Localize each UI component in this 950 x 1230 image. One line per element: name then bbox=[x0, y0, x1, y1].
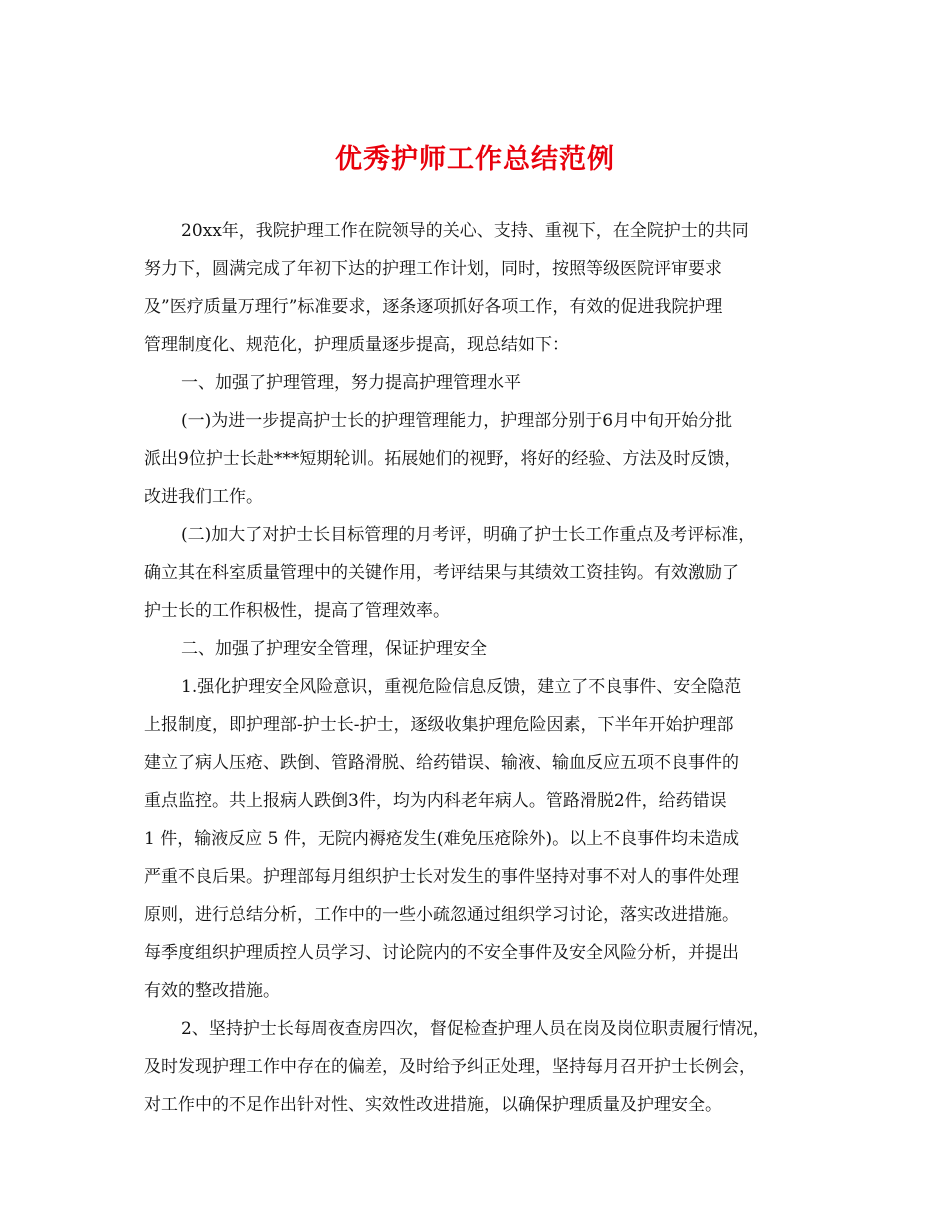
text-line-18: 严重不良后果。护理部每月组织护士长对发生的事件坚持对事不对人的事件处理 bbox=[144, 867, 739, 887]
text-line-20: 每季度组织护理质控人员学习、讨论院内的不安全事件及安全风险分析，并提出 bbox=[144, 943, 739, 963]
document-title: 优秀护师工作总结范例 bbox=[335, 144, 615, 175]
text-line-9: (二)加大了对护士长目标管理的月考评，明确了护士长工作重点及考评标准， bbox=[181, 525, 756, 545]
text-line-8: 改进我们工作。 bbox=[144, 487, 263, 507]
text-line-3: 及”医疗质量万理行”标准要求，逐条逐项抓好各项工作，有效的促进我院护理 bbox=[144, 297, 723, 317]
text-line-2: 努力下，圆满完成了年初下达的护理工作计划，同时，按照等级医院评审要求 bbox=[144, 259, 722, 279]
text-line-24: 对工作中的不足作出针对性、实效性改进措施，以确保护理质量及护理安全。 bbox=[144, 1095, 722, 1115]
text-line-11: 护士长的工作积极性，提高了管理效率。 bbox=[144, 601, 450, 621]
text-line-14: 上报制度，即护理部-护士长-护士，逐级收集护理危险因素，下半年开始护理部 bbox=[144, 715, 734, 735]
text-line-1: 20xx年，我院护理工作在院领导的关心、支持、重视下，在全院护士的共同 bbox=[181, 221, 749, 241]
text-line-21: 有效的整改措施。 bbox=[144, 981, 280, 1001]
text-line-13: 1.强化护理安全风险意识，重视危险信息反馈，建立了不良事件、安全隐范 bbox=[181, 677, 742, 697]
text-line-7: 派出9位护士长赴***短期轮训。拓展她们的视野，将好的经验、方法及时反馈， bbox=[144, 449, 742, 469]
section-heading-1: 一、加强了护理管理，努力提高护理管理水平 bbox=[181, 373, 521, 393]
text-line-16: 重点监控。共上报病人跌倒3件，均为内科老年病人。管路滑脱2件，给药错误 bbox=[144, 791, 727, 811]
text-line-22: 2、坚持护士长每周夜查房四次，督促检查护理人员在岗及岗位职责履行情况， bbox=[181, 1019, 770, 1039]
text-line-4: 管理制度化、规范化，护理质量逐步提高，现总结如下： bbox=[144, 335, 569, 355]
text-line-10: 确立其在科室质量管理中的关键作用，考评结果与其绩效工资挂钩。有效激励了 bbox=[144, 563, 739, 583]
text-line-15: 建立了病人压疮、跌倒、管路滑脱、给药错误、输液、输血反应五项不良事件的 bbox=[144, 753, 739, 773]
section-heading-2: 二、加强了护理安全管理，保证护理安全 bbox=[181, 639, 487, 659]
text-line-6: (一)为进一步提高护士长的护理管理能力，护理部分别于6月中旬开始分批 bbox=[181, 411, 733, 431]
text-line-19: 原则，进行总结分析，工作中的一些小疏忽通过组织学习讨论，落实改进措施。 bbox=[144, 905, 739, 925]
text-line-17: 1 件，输液反应 5 件，无院内褥疮发生(难免压疮除外)。以上不良事件均未造成 bbox=[144, 829, 740, 849]
text-line-23: 及时发现护理工作中存在的偏差，及时给予纠正处理，坚持每月召开护士长例会， bbox=[144, 1057, 756, 1077]
